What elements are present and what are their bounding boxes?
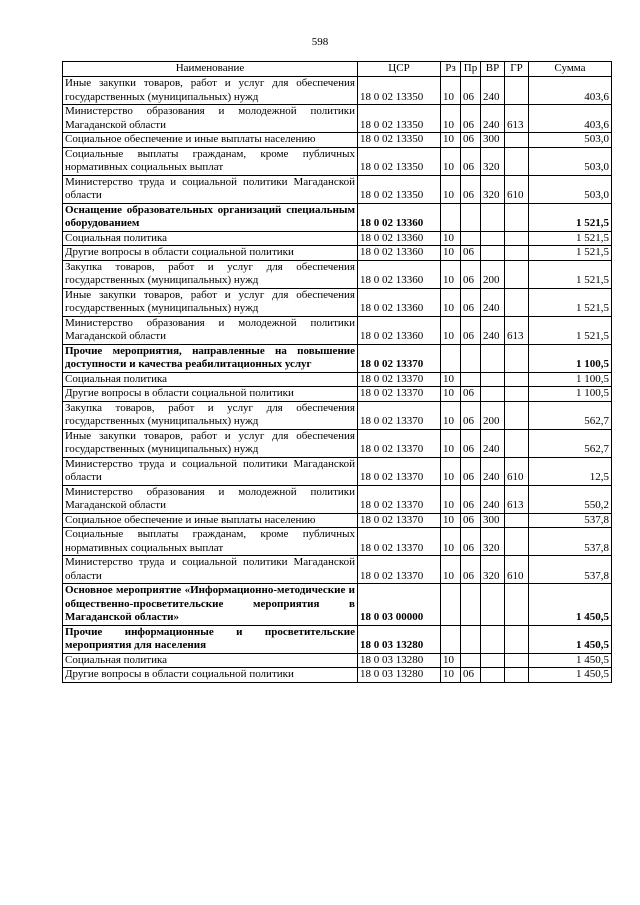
cell-rz: 10 (441, 528, 461, 556)
cell-pr: 06 (461, 401, 481, 429)
cell-csr: 18 0 03 13280 (358, 668, 441, 683)
cell-sum: 403,6 (529, 105, 612, 133)
cell-pr: 06 (461, 485, 481, 513)
cell-rz (441, 584, 461, 626)
cell-gr (505, 653, 529, 668)
cell-gr (505, 344, 529, 372)
cell-csr: 18 0 03 00000 (358, 584, 441, 626)
table-row (63, 246, 612, 261)
cell-vr: 320 (481, 175, 505, 203)
cell-rz: 10 (441, 668, 461, 683)
header-name: Наименование (63, 62, 358, 77)
cell-vr: 240 (481, 485, 505, 513)
cell-vr: 240 (481, 105, 505, 133)
cell-sum: 1 100,5 (529, 372, 612, 387)
cell-rz: 10 (441, 513, 461, 528)
cell-rz: 10 (441, 387, 461, 402)
table-row (63, 231, 612, 246)
cell-gr (505, 625, 529, 653)
cell-gr: 610 (505, 457, 529, 485)
cell-pr: 06 (461, 133, 481, 148)
cell-sum: 1 450,5 (529, 625, 612, 653)
cell-gr (505, 133, 529, 148)
table-header-row (63, 62, 612, 77)
table-row (63, 528, 612, 556)
cell-rz: 10 (441, 316, 461, 344)
cell-vr (481, 246, 505, 261)
cell-gr (505, 260, 529, 288)
header-gr: ГР (505, 62, 529, 77)
cell-gr (505, 513, 529, 528)
cell-name: Социальное обеспечение и иные выплаты населению (63, 513, 358, 528)
cell-pr: 06 (461, 105, 481, 133)
cell-name: Иные закупки товаров, работ и услуг для обеспечения государственных (муниципальных) нужд (63, 77, 358, 105)
cell-rz: 10 (441, 105, 461, 133)
cell-csr: 18 0 02 13370 (358, 513, 441, 528)
table-row (63, 260, 612, 288)
header-vr: ВР (481, 62, 505, 77)
cell-rz: 10 (441, 556, 461, 584)
table-row (63, 372, 612, 387)
cell-vr (481, 203, 505, 231)
cell-sum: 537,8 (529, 528, 612, 556)
header-rz: Рз (441, 62, 461, 77)
cell-csr: 18 0 03 13280 (358, 625, 441, 653)
header-sum: Сумма (529, 62, 612, 77)
table-row (63, 513, 612, 528)
table-row (63, 105, 612, 133)
cell-rz (441, 625, 461, 653)
cell-sum: 503,0 (529, 133, 612, 148)
cell-pr: 06 (461, 77, 481, 105)
cell-pr: 06 (461, 556, 481, 584)
cell-name: Закупка товаров, работ и услуг для обеспечения государственных (муниципальных) нужд (63, 401, 358, 429)
cell-sum: 550,2 (529, 485, 612, 513)
cell-vr: 200 (481, 260, 505, 288)
table-row (63, 457, 612, 485)
table-row (63, 387, 612, 402)
cell-gr: 613 (505, 316, 529, 344)
cell-sum: 503,0 (529, 147, 612, 175)
cell-vr (481, 584, 505, 626)
cell-sum: 503,0 (529, 175, 612, 203)
cell-rz (441, 344, 461, 372)
cell-gr (505, 288, 529, 316)
cell-csr: 18 0 02 13360 (358, 288, 441, 316)
cell-csr: 18 0 02 13360 (358, 246, 441, 261)
table-row (63, 147, 612, 175)
cell-sum: 1 450,5 (529, 668, 612, 683)
cell-vr (481, 387, 505, 402)
cell-name: Другие вопросы в области социальной политики (63, 387, 358, 402)
cell-name: Социальная политика (63, 231, 358, 246)
cell-name: Социальные выплаты гражданам, кроме публичных нормативных социальных выплат (63, 528, 358, 556)
cell-csr: 18 0 02 13370 (358, 528, 441, 556)
cell-gr: 610 (505, 175, 529, 203)
cell-name: Прочие информационные и просветительские мероприятия для населения (63, 625, 358, 653)
cell-name: Министерство образования и молодежной политики Магаданской области (63, 485, 358, 513)
cell-pr: 06 (461, 528, 481, 556)
cell-sum: 1 100,5 (529, 344, 612, 372)
cell-vr: 300 (481, 513, 505, 528)
cell-rz: 10 (441, 653, 461, 668)
cell-gr (505, 77, 529, 105)
cell-vr: 320 (481, 147, 505, 175)
cell-pr (461, 344, 481, 372)
cell-name: Министерство труда и социальной политики Магаданской области (63, 457, 358, 485)
cell-name: Другие вопросы в области социальной политики (63, 246, 358, 261)
cell-name: Оснащение образовательных организаций специальным оборудованием (63, 203, 358, 231)
cell-rz: 10 (441, 231, 461, 246)
budget-table (62, 61, 612, 683)
cell-gr: 610 (505, 556, 529, 584)
cell-rz: 10 (441, 246, 461, 261)
cell-name: Министерство труда и социальной политики Магаданской области (63, 556, 358, 584)
cell-name: Иные закупки товаров, работ и услуг для обеспечения государственных (муниципальных) нужд (63, 429, 358, 457)
cell-gr (505, 387, 529, 402)
cell-gr (505, 147, 529, 175)
cell-sum: 537,8 (529, 556, 612, 584)
cell-vr (481, 625, 505, 653)
cell-gr (505, 429, 529, 457)
table-row (63, 316, 612, 344)
table-row (63, 288, 612, 316)
table-body (63, 77, 612, 683)
table-row (63, 653, 612, 668)
cell-sum: 12,5 (529, 457, 612, 485)
cell-name: Иные закупки товаров, работ и услуг для обеспечения государственных (муниципальных) нужд (63, 288, 358, 316)
cell-csr: 18 0 02 13350 (358, 133, 441, 148)
cell-gr: 613 (505, 105, 529, 133)
table-row (63, 584, 612, 626)
cell-rz: 10 (441, 147, 461, 175)
cell-sum: 1 450,5 (529, 653, 612, 668)
cell-rz: 10 (441, 457, 461, 485)
header-csr: ЦСР (358, 62, 441, 77)
cell-gr (505, 528, 529, 556)
cell-vr (481, 231, 505, 246)
cell-pr: 06 (461, 316, 481, 344)
cell-name: Министерство образования и молодежной политики Магаданской области (63, 316, 358, 344)
cell-sum: 1 450,5 (529, 584, 612, 626)
cell-gr (505, 584, 529, 626)
cell-csr: 18 0 02 13360 (358, 203, 441, 231)
cell-vr: 240 (481, 77, 505, 105)
cell-name: Социальное обеспечение и иные выплаты населению (63, 133, 358, 148)
cell-csr: 18 0 02 13360 (358, 316, 441, 344)
cell-sum: 562,7 (529, 429, 612, 457)
cell-name: Другие вопросы в области социальной политики (63, 668, 358, 683)
cell-rz: 10 (441, 175, 461, 203)
cell-name: Министерство образования и молодежной политики Магаданской области (63, 105, 358, 133)
cell-sum: 1 521,5 (529, 246, 612, 261)
cell-pr (461, 231, 481, 246)
table-row (63, 401, 612, 429)
table-row (63, 77, 612, 105)
cell-name: Министерство труда и социальной политики Магаданской области (63, 175, 358, 203)
table-row (63, 556, 612, 584)
cell-pr: 06 (461, 513, 481, 528)
cell-sum: 1 521,5 (529, 231, 612, 246)
cell-rz: 10 (441, 288, 461, 316)
cell-csr: 18 0 02 13370 (358, 401, 441, 429)
cell-name: Основное мероприятие «Информационно-методические и общественно-просветительские мероприятия в Магаданской области» (63, 584, 358, 626)
cell-rz: 10 (441, 77, 461, 105)
cell-csr: 18 0 02 13370 (358, 344, 441, 372)
table-row (63, 668, 612, 683)
table-row (63, 344, 612, 372)
cell-sum: 537,8 (529, 513, 612, 528)
cell-pr (461, 203, 481, 231)
cell-pr: 06 (461, 668, 481, 683)
table-row (63, 175, 612, 203)
table-row (63, 133, 612, 148)
cell-csr: 18 0 02 13350 (358, 77, 441, 105)
header-pr: Пр (461, 62, 481, 77)
cell-gr (505, 203, 529, 231)
cell-rz (441, 203, 461, 231)
cell-sum: 1 521,5 (529, 288, 612, 316)
cell-csr: 18 0 03 13280 (358, 653, 441, 668)
cell-csr: 18 0 02 13360 (358, 231, 441, 246)
cell-pr (461, 584, 481, 626)
cell-name: Прочие мероприятия, направленные на повышение доступности и качества реабилитационных услуг (63, 344, 358, 372)
cell-sum: 1 521,5 (529, 260, 612, 288)
cell-pr (461, 625, 481, 653)
cell-vr: 320 (481, 556, 505, 584)
cell-name: Социальная политика (63, 653, 358, 668)
cell-vr: 240 (481, 288, 505, 316)
cell-csr: 18 0 02 13370 (358, 485, 441, 513)
cell-pr (461, 372, 481, 387)
cell-rz: 10 (441, 485, 461, 513)
cell-vr: 200 (481, 401, 505, 429)
cell-csr: 18 0 02 13370 (358, 457, 441, 485)
cell-name: Социальные выплаты гражданам, кроме публичных нормативных социальных выплат (63, 147, 358, 175)
cell-vr: 300 (481, 133, 505, 148)
cell-pr: 06 (461, 175, 481, 203)
cell-pr: 06 (461, 457, 481, 485)
cell-vr (481, 653, 505, 668)
cell-rz: 10 (441, 133, 461, 148)
page-number: 598 (311, 36, 329, 48)
cell-gr: 613 (505, 485, 529, 513)
cell-vr: 320 (481, 528, 505, 556)
table-row (63, 485, 612, 513)
cell-vr (481, 372, 505, 387)
cell-gr (505, 246, 529, 261)
cell-pr: 06 (461, 429, 481, 457)
cell-gr (505, 372, 529, 387)
cell-sum: 562,7 (529, 401, 612, 429)
cell-csr: 18 0 02 13360 (358, 260, 441, 288)
cell-csr: 18 0 02 13350 (358, 105, 441, 133)
cell-sum: 1 521,5 (529, 203, 612, 231)
cell-vr (481, 668, 505, 683)
cell-sum: 1 521,5 (529, 316, 612, 344)
cell-pr: 06 (461, 246, 481, 261)
table-row (63, 203, 612, 231)
cell-name: Закупка товаров, работ и услуг для обеспечения государственных (муниципальных) нужд (63, 260, 358, 288)
cell-csr: 18 0 02 13370 (358, 429, 441, 457)
cell-sum: 1 100,5 (529, 387, 612, 402)
table-row (63, 429, 612, 457)
cell-vr: 240 (481, 429, 505, 457)
cell-csr: 18 0 02 13350 (358, 175, 441, 203)
cell-gr (505, 231, 529, 246)
cell-gr (505, 401, 529, 429)
cell-pr: 06 (461, 288, 481, 316)
cell-name: Социальная политика (63, 372, 358, 387)
cell-rz: 10 (441, 429, 461, 457)
cell-pr (461, 653, 481, 668)
cell-rz: 10 (441, 372, 461, 387)
cell-rz: 10 (441, 260, 461, 288)
cell-gr (505, 668, 529, 683)
cell-vr (481, 344, 505, 372)
cell-pr: 06 (461, 147, 481, 175)
cell-vr: 240 (481, 316, 505, 344)
cell-pr: 06 (461, 387, 481, 402)
cell-csr: 18 0 02 13350 (358, 147, 441, 175)
cell-csr: 18 0 02 13370 (358, 556, 441, 584)
cell-sum: 403,6 (529, 77, 612, 105)
cell-pr: 06 (461, 260, 481, 288)
table-row (63, 625, 612, 653)
cell-vr: 240 (481, 457, 505, 485)
cell-csr: 18 0 02 13370 (358, 372, 441, 387)
cell-csr: 18 0 02 13370 (358, 387, 441, 402)
cell-rz: 10 (441, 401, 461, 429)
